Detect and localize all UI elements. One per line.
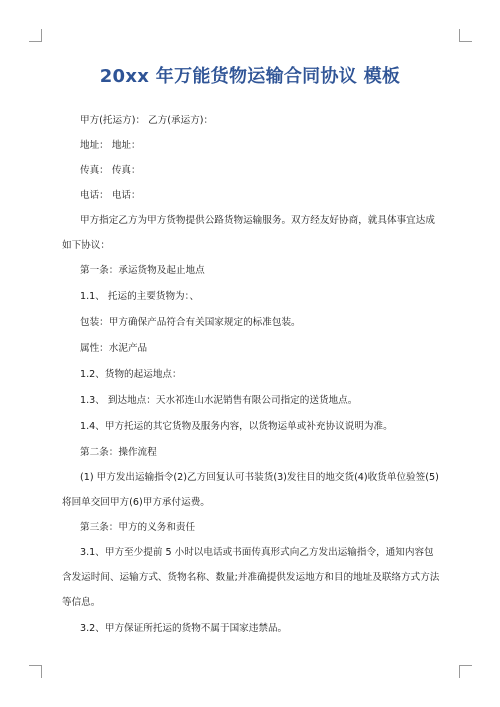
packaging-line: 包装：甲方确保产品符合有关国家规定的标准包装。: [80, 317, 301, 328]
clause-3-1: 3.1、甲方至少提前 5 小时以电话或书面传真形式向乙方发出运输指令，通知内容包含发运时间、运输方式、货物名称、数量;并准确提供发运地方和目的地址及联络方式方法等信息。: [62, 547, 440, 608]
clause-1-1: 1.1、 托运的主要货物为：、: [80, 291, 200, 302]
crop-mark-top-right: [459, 29, 472, 42]
phone-line: 电话： 电话：: [80, 190, 141, 201]
crop-mark-bottom-left: [29, 665, 42, 678]
clause-1-3: 1.3、 到达地点：天水祁连山水泥销售有限公司指定的送货地点。: [80, 395, 358, 406]
crop-mark-bottom-right: [459, 665, 472, 678]
clause-3-2: 3.2、甲方保证所托运的货物不属于国家违禁品。: [80, 623, 288, 634]
fax-line: 传真： 传真：: [80, 165, 141, 176]
document-title: 20xx 年万能货物运输合同协议 模板: [99, 66, 401, 87]
article-1-heading: 第一条：承运货物及起止地点: [80, 265, 205, 276]
intro-paragraph: 甲方指定乙方为甲方货物提供公路货物运输服务。双方经友好协商，就具体事宜达成如下协议：: [62, 215, 435, 251]
party-names-line: 甲方(托运方)： 乙方(承运方)：: [80, 115, 214, 126]
process-paragraph: (1) 甲方发出运输指令(2)乙方回复认可书装货(3)发往目的地交货(4)收货单位验签(5)将回单交回甲方(6)甲方承付运费。: [62, 472, 439, 508]
article-2-heading: 第二条：操作流程: [80, 447, 157, 458]
clause-1-2: 1.2、货物的起运地点：: [80, 369, 182, 380]
address-line: 地址： 地址：: [80, 140, 141, 151]
crop-mark-top-left: [29, 29, 42, 42]
article-3-heading: 第三条：甲方的义务和责任: [80, 522, 196, 533]
clause-1-4: 1.4、甲方托运的其它货物及服务内容，以货物运单或补充协议说明为准。: [80, 421, 393, 432]
property-line: 属性：水泥产品: [80, 343, 148, 354]
